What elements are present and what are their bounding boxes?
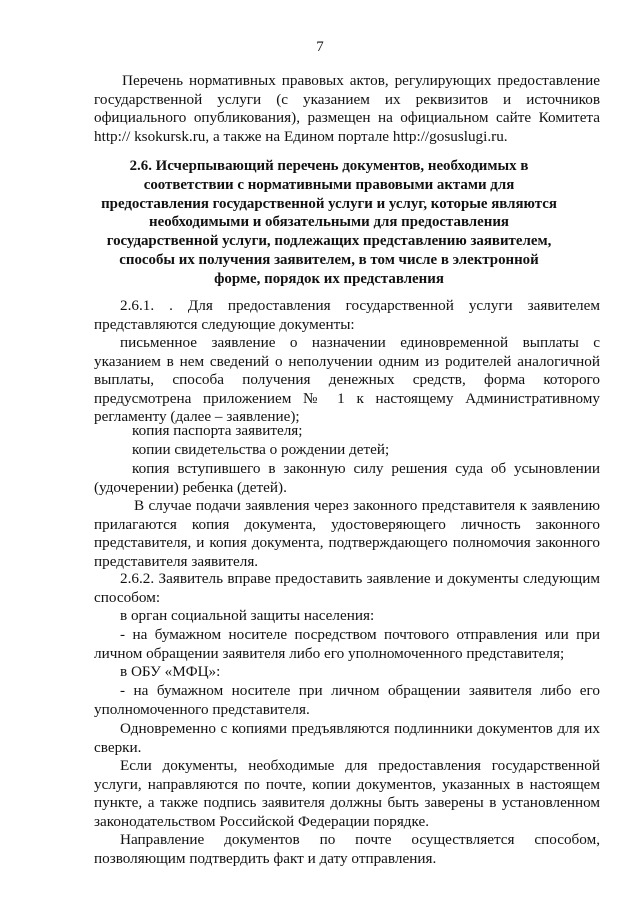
section-heading-2-6: 2.6. Исчерпывающий перечень документов, необходимых в соответствии с нормативными правовыми актами для предоставления государственной услуги и услуг, которые являются необходимыми и обязательными для предоставления государственной услуги, подлежащих представлению заявителем, способы их получения заявителем, в том числе в электронной форме, порядок их представления	[101, 158, 557, 287]
paragraph-social-protection-body: в орган социальной защиты населения:	[120, 607, 375, 624]
list-item-passport-copy: копия паспорта заявителя;	[132, 422, 303, 439]
list-item-paper-personal: - на бумажном носителе при личном обращении заявителя либо его уполномоченного представителя.	[94, 682, 600, 718]
paragraph-legal-acts: Перечень нормативных правовых актов, регулирующих предоставление государственной услуги (с указанием их реквизитов и источников официального опубликования), размещен на официальном сайте Комитета http:// ksokursk.ru, а также на Едином портале http://gosuslugi.ru.	[94, 72, 600, 145]
list-item-birth-certificate: копии свидетельства о рождении детей;	[132, 441, 390, 458]
paragraph-mail-confirmation: Направление документов по почте осуществляется способом, позволяющим подтвердить факт и дату отправления.	[94, 831, 600, 867]
list-item-court-decision: копия вступившего в законную силу решения суда об усыновлении (удочерении) ребенка (детей).	[94, 460, 600, 496]
paragraph-originals: Одновременно с копиями предъявляются подлинники документов для их сверки.	[94, 720, 600, 756]
page-number: 7	[316, 39, 324, 55]
paragraph-2-6-1: 2.6.1. . Для предоставления государственной услуги заявителем представляются следующие документы:	[94, 297, 600, 333]
list-item-application: письменное заявление о назначении единовременной выплаты с указанием в нем сведений о неполучении одним из родителей аналогичной выплаты, способа получения денежных средств, форма которого предусмотрена приложением № 1 к настоящему Административному регламенту (далее – заявление);	[94, 334, 600, 426]
list-item-paper-mail: - на бумажном носителе посредством почтового отправления или при личном обращении заявителя либо его уполномоченного представителя;	[94, 626, 600, 662]
paragraph-legal-representative: В случае подачи заявления через законного представителя к заявлению прилагаются копия документа, удостоверяющего личность законного представителя, и копия документа, подтверждающего полномочия законного представителя заявителя.	[94, 497, 600, 570]
paragraph-2-6-2: 2.6.2. Заявитель вправе предоставить заявление и документы следующим способом:	[94, 570, 600, 606]
paragraph-mfc: в ОБУ «МФЦ»:	[120, 663, 221, 680]
paragraph-certified-copies: Если документы, необходимые для предоставления государственной услуги, направляются по почте, копии документов, указанных в настоящем пункте, а также подпись заявителя должны быть заверены в установленном законодательством Российской Федерации порядке.	[94, 757, 600, 830]
